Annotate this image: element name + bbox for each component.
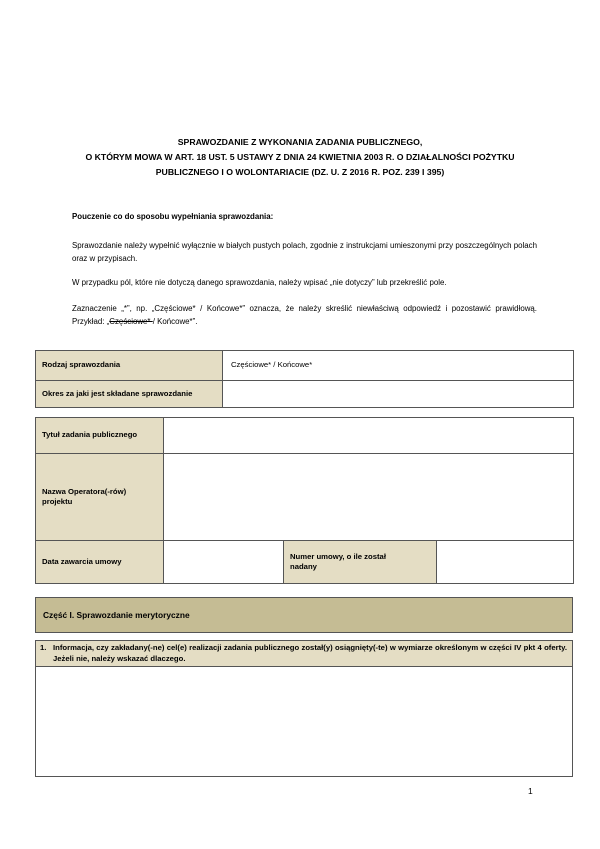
question-1-text: Informacja, czy zakładany(-ne) cel(e) realizacji zadania publicznego został(y) osiągnięty(-te) w wymiarze określonym w części IV pkt 4 oferty. Jeżeli nie, należy wskazać dlaczego.	[53, 643, 567, 663]
table-row	[36, 381, 574, 408]
table-row	[36, 351, 574, 381]
title-line-1: SPRAWOZDANIE Z WYKONANIA ZADANIA PUBLICZNEGO,	[177, 137, 423, 147]
operator-name-label	[36, 454, 164, 541]
contract-date-value[interactable]	[164, 541, 284, 584]
table-row	[36, 541, 574, 584]
contract-date-label: Data zawarcia umowy	[36, 541, 164, 584]
operator-name-value[interactable]	[164, 454, 574, 541]
strikethrough-example: Częściowe*	[109, 317, 153, 326]
report-meta-table	[35, 350, 574, 408]
report-type-label: Rodzaj sprawozdania	[36, 351, 223, 381]
task-title-label: Tytuł zadania publicznego	[36, 418, 164, 454]
question-1-block	[35, 640, 573, 777]
paragraph-3-text-before: Zaznaczenie „*”, np. „Częściowe* / Końcowe*” oznacza, że należy skreślić niewłaściwą odpowiedź i pozostawić prawidłową. Przykład: „	[72, 304, 537, 326]
question-1-answer-box[interactable]	[35, 667, 573, 777]
title-line-3: PUBLICZNEGO I O WOLONTARIACIE (DZ. U. Z 2016 R. POZ. 239 I 395)	[155, 167, 445, 177]
contract-number-label-text: Numer umowy, o ile został nadany	[290, 551, 386, 571]
document-title	[60, 135, 540, 180]
instruction-paragraph-1: Sprawozdanie należy wypełnić wyłącznie w białych pustych polach, zgodnie z instrukcjami umieszonymi przy poszczególnych polach oraz w przypisach.	[72, 241, 537, 263]
instruction-paragraph-2: W przypadku pól, które nie dotyczą danego sprawozdania, należy wpisać „nie dotyczy” lub przekreślić pole.	[72, 278, 447, 287]
report-period-value[interactable]	[223, 381, 574, 408]
task-details-table	[35, 417, 574, 584]
operator-name-label-text: Nazwa Operatora(-rów) projektu	[42, 486, 127, 506]
title-line-2: O KTÓRYM MOWA W ART. 18 UST. 5 USTAWY Z DNIA 24 KWIETNIA 2003 R. O DZIAŁALNOŚCI POŻYTKU	[85, 152, 515, 162]
report-type-value[interactable]: Częściowe* / Końcowe*	[223, 351, 574, 381]
contract-number-label	[284, 541, 437, 584]
question-1	[35, 640, 573, 667]
task-title-value[interactable]	[164, 418, 574, 454]
contract-number-value[interactable]	[437, 541, 574, 584]
report-period-label: Okres za jaki jest składane sprawozdanie	[36, 381, 223, 408]
table-row	[36, 418, 574, 454]
question-1-number: 1.	[40, 643, 47, 652]
page-number: 1	[528, 786, 533, 796]
paragraph-3-text-after: / Końcowe*”.	[152, 317, 198, 326]
table-row	[36, 454, 574, 541]
instruction-paragraph-3	[72, 302, 537, 328]
part1-section-header-text: Część I. Sprawozdanie merytoryczne	[43, 610, 190, 620]
part1-section-header	[35, 597, 573, 633]
instructions-heading: Pouczenie co do sposobu wypełniania sprawozdania:	[72, 212, 274, 221]
